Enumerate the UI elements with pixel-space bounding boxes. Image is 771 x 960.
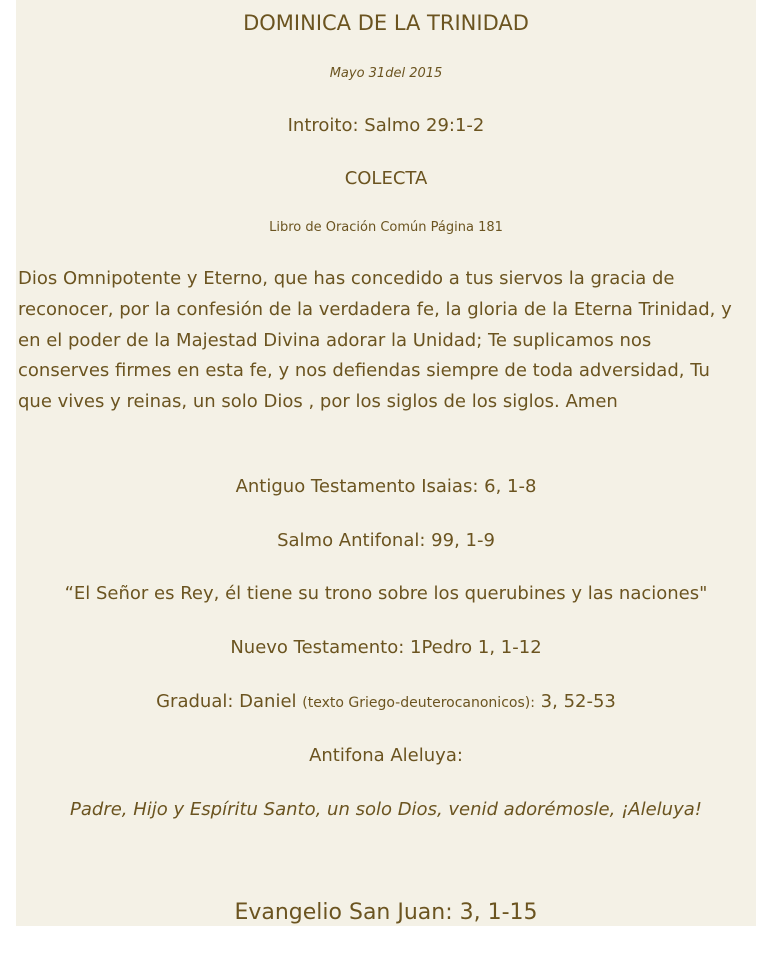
document-date: Mayo 31del 2015 (329, 66, 443, 81)
nuevo-testamento-reference: Nuevo Testamento: 1Pedro 1, 1-12 (230, 637, 542, 658)
document-title: DOMINICA DE LA TRINIDAD (243, 11, 529, 35)
colecta-prayer: Dios Omnipotente y Eterno, que has concedido a tus siervos la gracia de reconocer, por la confesión de la verdadera fe, la gloria de la Eterna Trinidad, y en el poder de la Majestad Divina adorar la Unidad; Te suplicamos nos conserves firmes en esta fe, y nos defiendas siempre de toda adversidad, Tu que vives y reinas, un solo Dios , por los siglos de los siglos. Amen (18, 268, 732, 413)
salmo-antifonal-reference: Salmo Antifonal: 99, 1-9 (277, 530, 495, 551)
gradual-label: Gradual: Daniel (156, 691, 297, 712)
libro-reference: Libro de Oración Común Página 181 (269, 220, 503, 235)
aleluya-text: Padre, Hijo y Espíritu Santo, un solo Dios, venid adorémosle, ¡Aleluya! (70, 799, 702, 820)
gradual-note: (texto Griego-deuterocanonicos): (302, 695, 535, 711)
document-panel (16, 0, 756, 926)
gradual-reference (16, 689, 756, 716)
gradual-verses: 3, 52-53 (540, 691, 616, 712)
antiphon-quote: “El Señor es Rey, él tiene su trono sobre los querubines y las naciones" (64, 583, 708, 604)
introito-reference: Introito: Salmo 29:1-2 (287, 115, 485, 136)
antifona-aleluya-heading: Antifona Aleluya: (309, 745, 463, 766)
colecta-heading: COLECTA (344, 168, 428, 189)
evangelio-reference: Evangelio San Juan: 3, 1-15 (234, 900, 538, 925)
antiguo-testamento-reference: Antiguo Testamento Isaias: 6, 1-8 (235, 476, 537, 497)
